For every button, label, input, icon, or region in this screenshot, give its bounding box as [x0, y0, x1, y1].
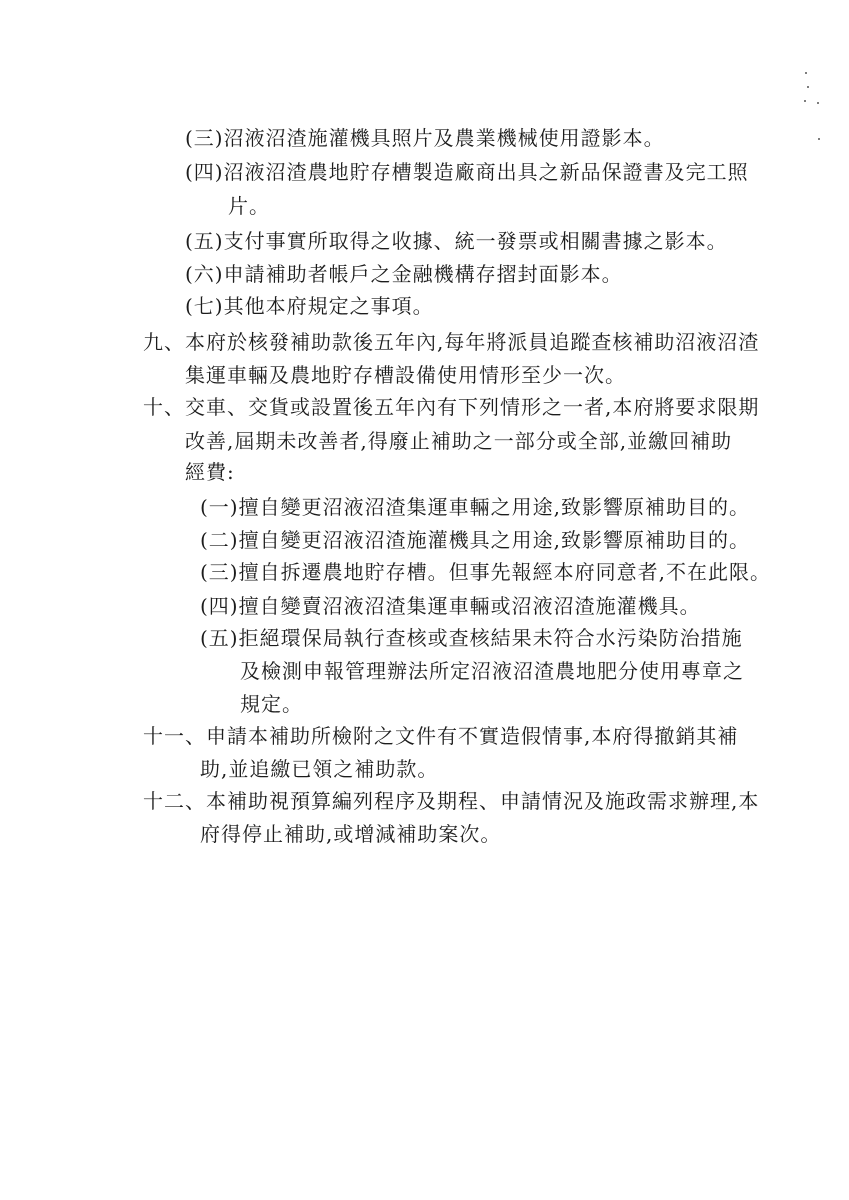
item-5-receipts: (五)支付事實所取得之收據、統一發票或相關書據之影本。: [185, 229, 728, 253]
clause-10-line-1: 十、交車、交貨或設置後五年內有下列情形之一者,本府將要求限期: [143, 395, 760, 419]
scan-speck: [805, 72, 807, 74]
clause-11-line-1: 十一、申請本補助所檢附之文件有不實造假情事,本府得撤銷其補: [143, 724, 739, 748]
clause-10-item-5-line-3: 規定。: [240, 692, 303, 716]
scan-speck: [818, 138, 820, 140]
clause-10-item-5-line-2: 及檢測申報管理辦法所定沼液沼渣農地肥分使用專章之: [240, 659, 744, 683]
item-4-warranty-line-2: 片。: [228, 194, 270, 218]
item-7-other: (七)其他本府規定之事項。: [185, 294, 434, 318]
scan-speck: [804, 100, 806, 102]
clause-10-item-1: (一)擅自變更沼液沼渣集運車輛之用途,致影響原補助目的。: [200, 495, 750, 519]
item-3-equipment-photo: (三)沼液沼渣施灌機具照片及農業機械使用證影本。: [185, 126, 665, 150]
item-4-warranty-line-1: (四)沼液沼渣農地貯存槽製造廠商出具之新品保證書及完工照: [185, 160, 749, 184]
scan-speck: [807, 86, 809, 88]
clause-12-line-2: 府得停止補助,或增減補助案次。: [200, 822, 502, 846]
clause-10-item-5-line-1: (五)拒絕環保局執行查核或查核結果未符合水污染防治措施: [200, 626, 743, 650]
clause-11-line-2: 助,並追繳已領之補助款。: [200, 757, 439, 781]
clause-10-item-4: (四)擅自變賣沼液沼渣集運車輛或沼液沼渣施灌機具。: [200, 594, 701, 618]
clause-12-line-1: 十二、本補助視預算編列程序及期程、申請情況及施政需求辦理,本: [143, 789, 760, 813]
clause-10-line-3: 經費:: [185, 460, 235, 484]
clause-9-line-1: 九、本府於核發補助款後五年內,每年將派員追蹤查核補助沼液沼渣: [143, 330, 760, 354]
clause-10-line-2: 改善,屆期未改善者,得廢止補助之一部分或全部,並繳回補助: [185, 429, 733, 453]
scan-speck: [817, 102, 819, 104]
clause-10-item-2: (二)擅自變更沼液沼渣施灌機具之用途,致影響原補助目的。: [200, 528, 750, 552]
clause-9-line-2: 集運車輛及農地貯存槽設備使用情形至少一次。: [185, 363, 626, 387]
item-6-passbook: (六)申請補助者帳戶之金融機構存摺封面影本。: [185, 262, 623, 286]
clause-10-item-3: (三)擅自拆遷農地貯存槽。但事先報經本府同意者,不在此限。: [200, 560, 771, 584]
